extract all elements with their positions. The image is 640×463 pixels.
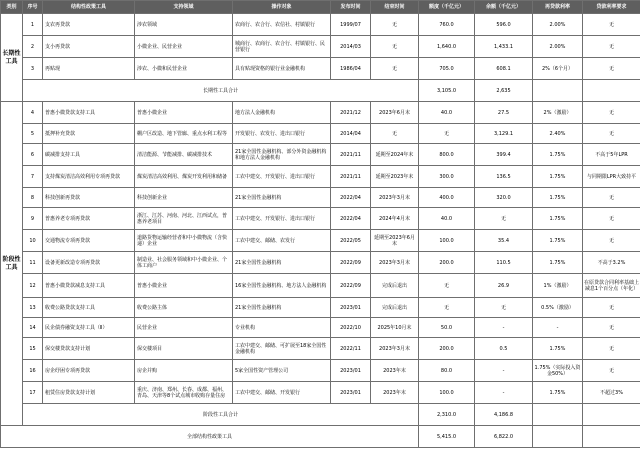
cell: 1.75% [533,166,583,188]
cell: 清洁能源、节能减排、碳减排技术 [135,144,233,166]
table-row [1,360,640,382]
cell: 2021/12 [331,102,371,124]
cell: 40.0 [419,102,475,124]
cell: 1,640.0 [419,36,475,58]
header-end: 结束时间 [371,1,419,14]
cell: 1.75%（实际投入资金50%） [533,360,583,382]
cell: 无 [583,360,640,382]
cell: 工农中建交、开发银行、进出口银行 [233,166,331,188]
cell: 房企纾困专项再贷款 [43,360,135,382]
cell: 延期至2023年6月末 [371,230,419,252]
cell [583,426,640,448]
cell [533,80,583,102]
cell: 无 [583,208,640,230]
cell: 2 [23,36,43,58]
cell: 无 [419,124,475,144]
cell: 80.0 [419,360,475,382]
cell: 普惠小微贷款减息支持工具 [43,274,135,298]
cell: 2022/09 [331,252,371,274]
cell: 2023年3月末 [371,252,419,274]
cell: 12 [23,274,43,298]
cell: 城商行、农商行、农合行、村镇银行、民营银行 [233,36,331,58]
cell: 棚户区改造、地下管廊、重点水利工程等 [135,124,233,144]
table-row [1,382,640,404]
cell: 800.0 [419,144,475,166]
cell: 5 [23,124,43,144]
cell: 无 [371,36,419,58]
cell: 制造业、社会服务领域和中小微企业、个体工商户 [135,252,233,274]
cell: 无 [583,102,640,124]
cell: 完成后退出 [371,298,419,318]
cell: 0.5 [475,338,533,360]
header-field: 支持领域 [135,1,233,14]
header-rate: 再贷款利率 [533,1,583,14]
cell: 2022/09 [331,274,371,298]
cell: 无 [371,124,419,144]
table-row [1,58,640,80]
subtotal-balance: 4,186.8 [475,404,533,426]
cell: - [475,382,533,404]
cell: 具有贴现资格的银行业金融机构 [233,58,331,80]
cell: 1.75% [533,144,583,166]
cell: 无 [583,188,640,208]
cell: 1.75% [533,338,583,360]
cell: 1999/07 [331,14,371,36]
cell: 100.0 [419,230,475,252]
cell: 2023/01 [331,298,371,318]
cell: 2.00% [533,36,583,58]
cell: 完成后退出 [371,274,419,298]
cell: 705.0 [419,58,475,80]
cell: 1,433.1 [475,36,533,58]
cell: 专业机构 [233,318,331,338]
header-balance: 余额（千亿元） [475,1,533,14]
subtotal-row-long [1,80,640,102]
cell: 200.0 [419,252,475,274]
cell: 2022/05 [331,230,371,252]
cell: 保交楼贷款支持计划 [43,338,135,360]
cell: 1%（激励） [533,274,583,298]
cell: 工农中建交、邮储、可扩展至18家全国性金融机构 [233,338,331,360]
subtotal-label: 长期性工具合计 [23,80,419,102]
table-row [1,274,640,298]
cell: 工农中建交、开发银行、进出口银行 [233,208,331,230]
cell: 无 [583,298,640,318]
cell: 2021/11 [331,166,371,188]
cell: 27.5 [475,102,533,124]
cell: 2.00% [533,14,583,36]
cell [583,80,640,102]
category-phase: 阶段性工具 [1,102,23,426]
table-row [1,166,640,188]
cell: 支小再贷款 [43,36,135,58]
cell: 3,129.1 [475,124,533,144]
cell: 17 [23,382,43,404]
cell: 无 [371,14,419,36]
cell: - [533,318,583,338]
cell: 交通物流专项再贷款 [43,230,135,252]
cell: 2023年末 [371,382,419,404]
cell: 13 [23,298,43,318]
cell: 不高于5年LPR [583,144,640,166]
total-amount: 5,415.0 [419,426,475,448]
cell: 2022/04 [331,208,371,230]
table-row [1,102,640,124]
cell: 608.1 [475,58,533,80]
total-balance: 6,822.0 [475,426,533,448]
total-label: 全部结构性政策工具 [1,426,419,448]
cell: 1.75% [533,208,583,230]
cell: 2023/01 [331,382,371,404]
cell: 收费公路贷款支持工具 [43,298,135,318]
cell: 收费公路主体 [135,298,233,318]
cell: 延期至2023年末 [371,166,419,188]
header-amount: 额度（千亿元） [419,1,475,14]
cell: 无 [419,274,475,298]
cell: 2021/11 [331,144,371,166]
cell: 2025年10月末 [371,318,419,338]
category-long: 长期性工具 [1,14,23,102]
cell: 农商行、农合行、农信社、村镇银行 [233,14,331,36]
cell: 在原贷款合同利率基础上减息1个百分点（年化） [583,274,640,298]
cell: 无 [583,230,640,252]
header-release: 发布时间 [331,1,371,14]
header-row [1,1,640,14]
cell: 工农中建交、邮储、开发银行 [233,382,331,404]
cell: 2014/03 [331,36,371,58]
cell: 房企并购 [135,360,233,382]
cell: 涉农领域 [135,14,233,36]
cell: - [475,318,533,338]
cell: 2022/10 [331,318,371,338]
cell: 普惠养老专项再贷款 [43,208,135,230]
cell: 2014/04 [331,124,371,144]
cell: 保交楼项目 [135,338,233,360]
cell: 2.40% [533,124,583,144]
table-body [1,14,640,448]
cell: 200.0 [419,338,475,360]
cell: 15 [23,338,43,360]
total-row [1,426,640,448]
cell: 100.0 [419,382,475,404]
header-loan-rate: 贷款利率要求 [583,1,640,14]
cell: 10 [23,230,43,252]
cell: 无 [371,58,419,80]
cell: 民企债券融资支持工具（Ⅱ） [43,318,135,338]
cell: 科技创新再贷款 [43,188,135,208]
cell: 租赁住房贷款支持计划 [43,382,135,404]
table-row [1,124,640,144]
header-tool: 结构性政策工具 [43,1,135,14]
cell: 596.0 [475,14,533,36]
cell: 与同期限LPR大致持平 [583,166,640,188]
table-row [1,338,640,360]
cell: 2023年末 [371,360,419,382]
cell: 再贴现 [43,58,135,80]
cell: 不高于3.2% [583,252,640,274]
cell: 16家全国性金融机构、地方法人金融机构 [233,274,331,298]
cell: 普惠小微贷款支持工具 [43,102,135,124]
cell: 支持煤炭清洁高效利用专项再贷款 [43,166,135,188]
cell [583,404,640,426]
cell: 320.0 [475,188,533,208]
cell: 2023年3月末 [371,338,419,360]
cell: 无 [583,338,640,360]
subtotal-amount: 2,310.0 [419,404,475,426]
cell: 小微企业、民营企业 [135,36,233,58]
cell: 3 [23,58,43,80]
table-row [1,318,640,338]
cell: 2023年6月末 [371,102,419,124]
cell: 7 [23,166,43,188]
cell: 26.9 [475,274,533,298]
cell: 2022/04 [331,188,371,208]
cell: 2023/01 [331,360,371,382]
cell: 4 [23,102,43,124]
cell: 无 [583,36,640,58]
cell: 无 [419,298,475,318]
cell: 0.5%（激励） [533,298,583,318]
cell: 5家全国性资产管理公司 [233,360,331,382]
cell: 50.0 [419,318,475,338]
cell: 地方法人金融机构 [233,102,331,124]
cell: 涉农、小微和民营企业 [135,58,233,80]
cell: 无 [475,298,533,318]
cell: 普惠小微企业 [135,274,233,298]
header-index: 序号 [23,1,43,14]
table-row [1,14,640,36]
cell: 工农中建交、邮储、农发行 [233,230,331,252]
cell: 无 [583,124,640,144]
subtotal-balance: 2,635 [475,80,533,102]
cell: 重庆、济南、郑州、长春、成都、福州、青岛、天津等8个试点城市收购存量住房 [135,382,233,404]
cell: - [475,360,533,382]
cell: 碳减排支持工具 [43,144,135,166]
cell: 1.75% [533,252,583,274]
cell: 21家全国性金融机构 [233,188,331,208]
subtotal-label: 阶段性工具合计 [23,404,419,426]
cell: 1 [23,14,43,36]
cell: 21家全国性金融机构 [233,252,331,274]
cell: 40.0 [419,208,475,230]
cell: 不超过3% [583,382,640,404]
cell: 16 [23,360,43,382]
cell: 11 [23,252,43,274]
cell: 110.5 [475,252,533,274]
cell [533,404,583,426]
table-row [1,144,640,166]
cell: 1.75% [533,230,583,252]
cell: 35.4 [475,230,533,252]
cell: 2023年3月末 [371,188,419,208]
cell: 21家全国性金融机构 [233,298,331,318]
header-category: 类别 [1,1,23,14]
cell: 科技创新企业 [135,188,233,208]
cell: 2022/11 [331,338,371,360]
cell: 2%（6个月） [533,58,583,80]
cell: 道路货物运输经营者和中小微物流（含快递）企业 [135,230,233,252]
cell: 9 [23,208,43,230]
header-target: 操作对象 [233,1,331,14]
cell [533,426,583,448]
cell: 399.4 [475,144,533,166]
cell: 1986/04 [331,58,371,80]
cell: 煤炭清洁高效利用、煤炭开发利用和储备 [135,166,233,188]
cell: 民营企业 [135,318,233,338]
table-row [1,208,640,230]
cell: 2024年4月末 [371,208,419,230]
cell: 无 [583,14,640,36]
cell: 普惠小微企业 [135,102,233,124]
cell: 21家全国性金融机构、部分外资金融机构和地方法人金融机构 [233,144,331,166]
cell: 开发银行、农发行、进出口银行 [233,124,331,144]
table-row [1,252,640,274]
cell: 支农再贷款 [43,14,135,36]
cell: 无 [583,58,640,80]
cell: 760.0 [419,14,475,36]
cell: 无 [583,318,640,338]
cell: 400.0 [419,188,475,208]
table-row [1,36,640,58]
table-row [1,298,640,318]
cell: 延期至2024年末 [371,144,419,166]
cell: 1.75% [533,382,583,404]
table-row [1,188,640,208]
cell: 抵押补充贷款 [43,124,135,144]
subtotal-amount: 3,105.0 [419,80,475,102]
cell: 1.75% [533,188,583,208]
cell: 14 [23,318,43,338]
cell: 8 [23,188,43,208]
table-row [1,230,640,252]
cell: 6 [23,144,43,166]
cell: 300.0 [419,166,475,188]
subtotal-row-phase [1,404,640,426]
cell: 136.5 [475,166,533,188]
cell: 浙江、江苏、河南、河北、江西试点，普惠养老项目 [135,208,233,230]
cell: 2%（激励） [533,102,583,124]
cell: 设备更新改造专项再贷款 [43,252,135,274]
cell: 无 [475,208,533,230]
